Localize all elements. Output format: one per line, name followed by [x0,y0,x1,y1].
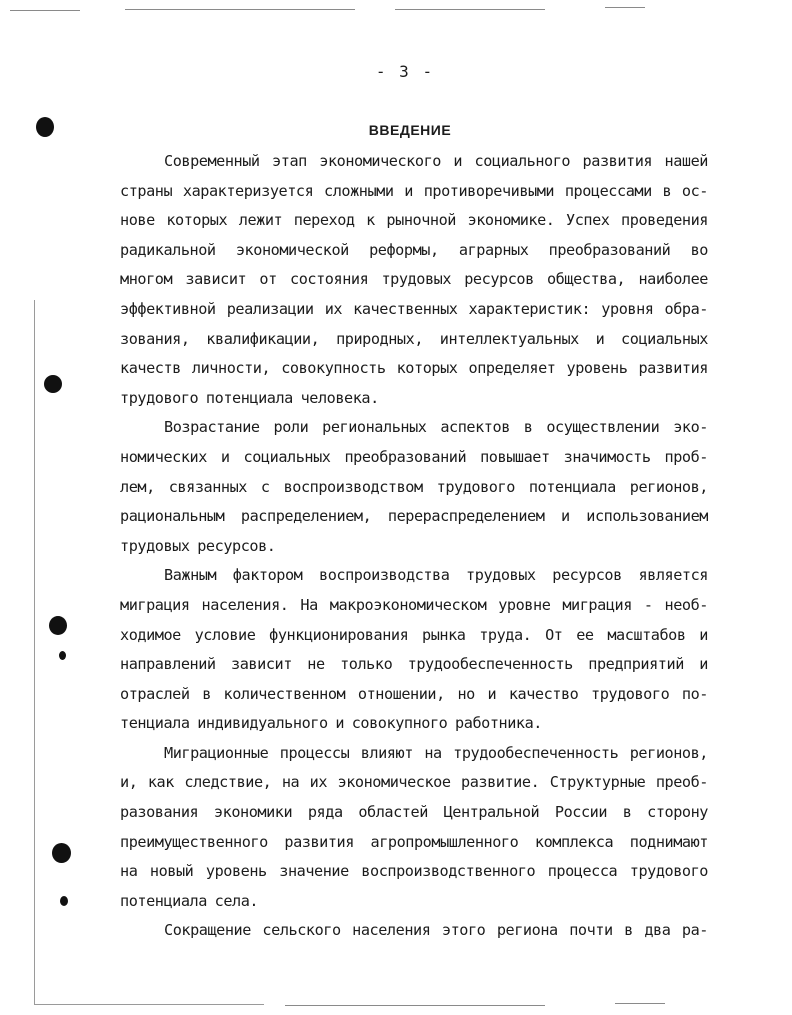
text-line: номических и социальных преобразований повышает значимость проб- [120,447,708,466]
body-text [120,147,708,946]
text-line: миграция населения. На макроэкономическом уровне миграция - необ- [120,595,708,614]
text-line: трудовых ресурсов. [120,536,276,555]
text-line: направлений зависит не только трудообеспеченность предприятий и [120,655,708,674]
punch-hole-4 [59,651,66,660]
text-line: трудового потенциала человека. [120,388,379,407]
text-line: потенциала села. [120,891,259,910]
scan-artifact-top-far-right [605,7,645,8]
text-line: и, как следствие, на их экономическое развитие. Структурные преоб- [120,773,708,792]
text-line: Современный этап экономического и социального развития нашей [164,152,708,170]
text-line: рациональным распределением, перераспределением и использованием [120,507,708,526]
text-line: Миграционные процессы влияют на трудообеспеченность регионов, [164,743,708,762]
text-line: нове которых лежит переход к рыночной экономике. Успех проведения [120,211,708,230]
text-line: тенциала индивидуального и совокупного работника. [120,714,542,733]
text-line: радикальной экономической реформы, аграрных преобразований во [120,240,708,259]
punch-hole-5 [52,843,71,863]
text-line: разования экономики ряда областей Центральной России в сторону [120,803,708,822]
page-number: - 3 - [375,62,435,81]
scan-artifact-top-right [395,9,545,10]
text-line: эффективной реализации их качественных характеристик: уровня обра- [120,299,708,318]
text-line: лем, связанных с воспроизводством трудового потенциала регионов, [120,477,708,496]
scan-artifact-top-left [10,10,80,11]
punch-hole-1 [36,117,54,137]
punch-hole-2 [44,375,62,393]
text-line: качеств личности, совокупность которых определяет уровень развития [120,359,708,378]
scan-artifact-bottom-right [615,1003,665,1004]
section-heading: ВВЕДЕНИЕ [368,122,452,138]
punch-hole-6 [60,896,68,906]
text-line: многом зависит от состояния трудовых ресурсов общества, наиболее [120,270,708,289]
text-line: страны характеризуется сложными и противоречивыми процессами в ос- [120,181,708,200]
text-line: на новый уровень значение воспроизводственного процесса трудового [120,862,708,881]
punch-hole-3 [49,616,67,635]
text-line: ходимое условие функционирования рынка труда. От ее масштабов и [120,625,708,644]
page-bottom-border [34,1004,264,1005]
text-line: отраслей в количественном отношении, но и качество трудового по- [120,684,708,703]
scan-artifact-top-mid [125,9,355,10]
text-line: Важным фактором воспроизводства трудовых ресурсов является [164,566,708,585]
text-line: Возрастание роли региональных аспектов в осуществлении эко- [164,418,708,437]
text-line: преимущественного развития агропромышленного комплекса поднимают [120,832,708,851]
text-line: Сокращение сельского населения этого региона почти в два ра- [164,921,708,940]
scan-artifact-bottom-left [285,1005,545,1006]
page-left-border [34,300,35,1005]
text-line: зования, квалификации, природных, интеллектуальных и социальных [120,329,708,348]
